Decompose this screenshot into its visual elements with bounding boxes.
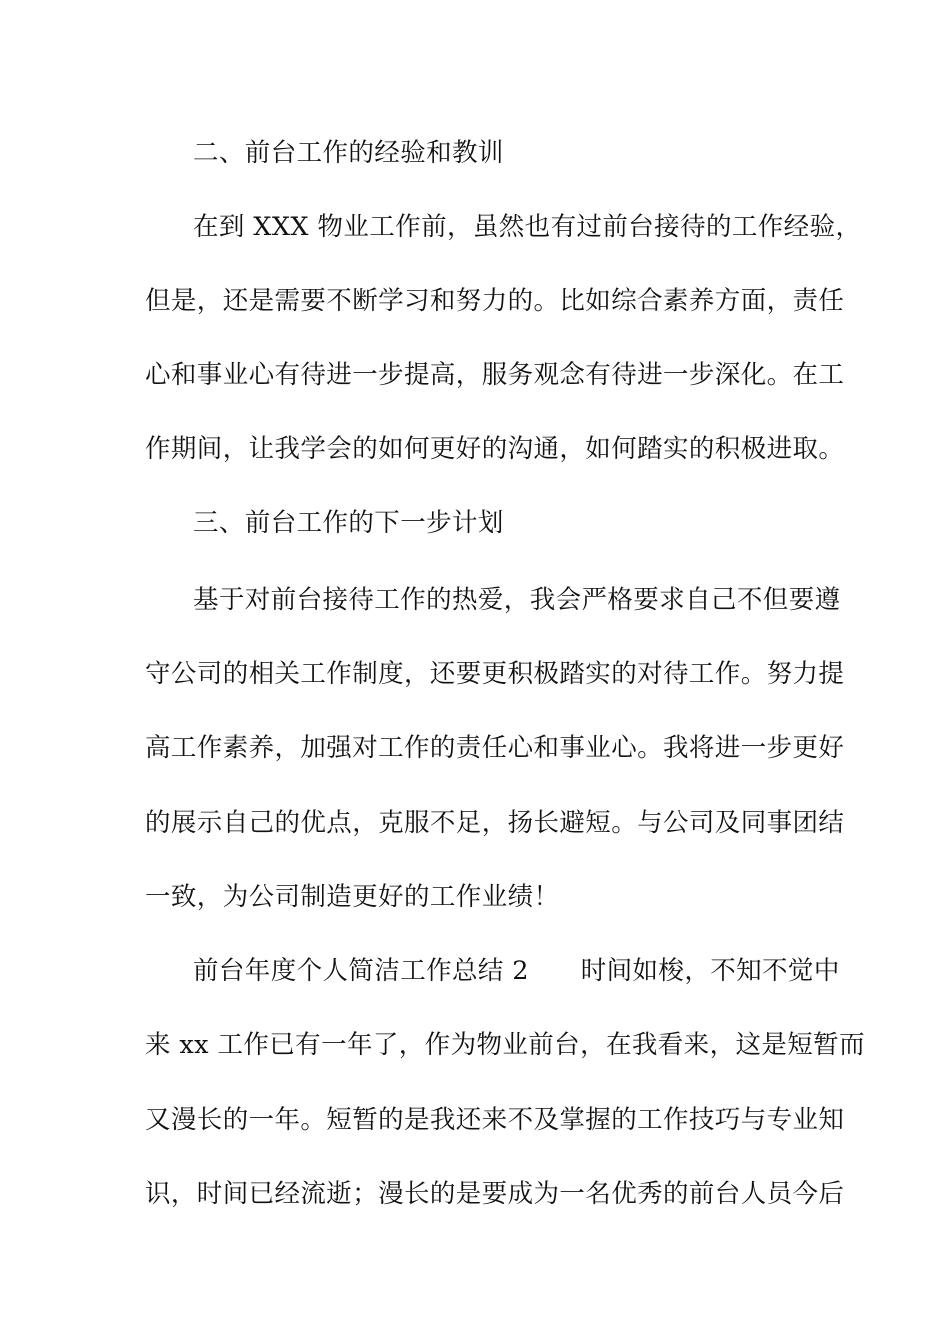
paragraph-line: 但是，还是需要不断学习和努力的。比如综合素养方面，责任 [145,286,845,316]
paragraph-line: 心和事业心有待进一步提高，服务观念有待进一步深化。在工 [145,360,845,390]
paragraph-line: 一致，为公司制造更好的工作业绩！ [145,882,560,912]
paragraph-line: 又漫长的一年。短暂的是我还来不及掌握的工作技巧与专业知 [145,1105,845,1135]
paragraph-line: 高工作素养，加强对工作的责任心和事业心。我将进一步更好 [145,733,845,763]
paragraph-line: 基于对前台接待工作的热爱，我会严格要求自己不但要遵 [193,585,841,615]
paragraph-line: 的展示自己的优点，克服不足，扬长避短。与公司及同事团结 [145,808,845,838]
section-heading-experience: 二、前台工作的经验和教训 [193,138,504,168]
paragraph-line: 在到 XXX 物业工作前，虽然也有过前台接待的工作经验， [193,212,862,242]
paragraph-line: 前台年度个人简洁工作总结 2 时间如梭，不知不觉中 [193,956,840,986]
section-heading-plan: 三、前台工作的下一步计划 [193,508,504,538]
paragraph-line: 识，时间已经流逝；漫长的是要成为一名优秀的前台人员今后 [145,1179,845,1209]
paragraph-line: 作期间，让我学会的如何更好的沟通，如何踏实的积极进取。 [145,434,845,464]
paragraph-line: 来 xx 工作已有一年了，作为物业前台，在我看来，这是短暂而 [145,1030,865,1060]
paragraph-line: 守公司的相关工作制度，还要更积极踏实的对待工作。努力提 [145,659,845,689]
